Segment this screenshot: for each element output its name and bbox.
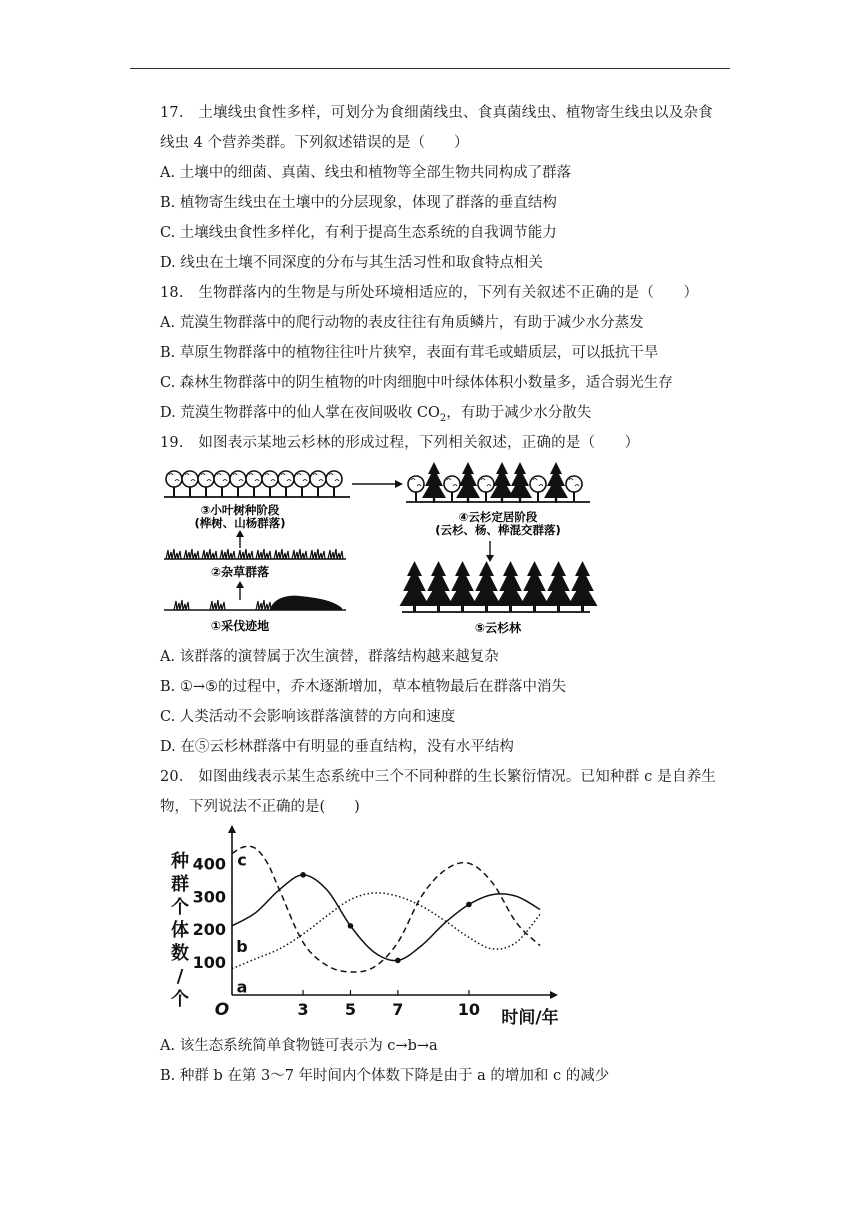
y-tick-label: 400 [192,854,226,874]
q17-stem-line1: 17. 土壤线虫食性多样，可划分为食细菌线虫、食真菌线虫、植物寄生线虫以及杂食 [160,105,713,121]
x-axis-label: 时间/年 [501,1008,559,1028]
origin-label: O [214,1000,230,1020]
stage5-spruce-forest-illustration [400,561,598,612]
y-axis-arrow-icon [228,825,236,833]
q18-option-c[interactable]: C. 森林生物群落中的阴生植物的叶肉细胞中叶绿体体积小数量多，适合弱光生存 [160,375,673,391]
y-axis-label-char: 数 [171,943,189,964]
q20-option-b[interactable]: B. 种群 b 在第 3～7 年时间内个体数下降是由于 a 的增加和 c 的减少 [160,1068,610,1084]
arrow-up-icon [236,581,244,600]
data-point-b [348,923,354,929]
stage4-sublabel: (云杉、杨、桦混交群落) [435,523,561,537]
population-chart [160,825,580,1035]
y-axis-label-char: 体 [171,920,189,941]
y-axis-label-char: / [176,966,184,987]
series-label-b: b [236,936,248,956]
q19-option-b[interactable]: B. ①→⑤的过程中，乔木逐渐增加，草本植物最后在群落中消失 [160,679,567,695]
stage5-label: ⑤云杉林 [474,621,522,635]
stage1-label: ①采伐迹地 [210,619,270,633]
series-label-a: a [236,977,248,997]
arrow-right-icon [352,480,403,488]
q18-d-text-end: ，有助于减少水分散失 [446,405,592,421]
stage2-grass-illustration [164,549,346,559]
q18-option-b[interactable]: B. 草原生物群落中的植物往往叶片狭窄，表面有茸毛或蜡质层，可以抵抗干旱 [160,345,659,361]
q17-option-b[interactable]: B. 植物寄生线虫在土壤中的分层现象，体现了群落的垂直结构 [160,195,557,211]
stage4-label: ④云杉定居阶段 [458,510,538,524]
series-line-c [232,846,540,972]
stage3-sublabel: (桦树、山杨群落) [194,516,286,530]
y-axis-label [170,850,189,1010]
q17-option-c[interactable]: C. 土壤线虫食性多样化，有利于提高生态系统的自我调节能力 [160,225,557,241]
data-point-b [300,872,306,878]
y-tick-label: 200 [192,920,226,940]
stage3-label: ③小叶树种阶段 [200,503,280,517]
x-axis-arrow-icon [550,991,558,999]
y-axis-label-char: 个 [171,989,189,1010]
arrow-up-icon [236,530,244,548]
y-tick-label: 300 [192,887,226,907]
q18-option-a[interactable]: A. 荒漠生物群落中的爬行动物的表皮往往有角质鳞片，有助于减少水分蒸发 [160,315,644,331]
y-axis-label-char: 群 [171,874,189,895]
x-tick-label: 10 [457,1000,481,1019]
data-point-b [395,958,401,964]
q17-stem-line2: 线虫 4 个营养类群。下列叙述错误的是（ ） [160,135,469,151]
x-tick-label: 3 [297,1000,309,1019]
arrow-down-icon [486,541,494,562]
q18-d-text: D. 荒漠生物群落中的仙人掌在夜间吸收 CO [160,405,440,421]
q18-stem: 18. 生物群落内的生物是与所处环境相适应的，下列有关叙述不正确的是（ ） [160,285,699,301]
q19-option-d[interactable]: D. 在⑤云杉林群落中有明显的垂直结构，没有水平结构 [160,739,514,755]
q18-d-subscript: 2 [439,412,447,424]
q17-option-a[interactable]: A. 土壤中的细菌、真菌、线虫和植物等全部生物共同构成了群落 [160,165,572,181]
y-axis-label-char: 种 [171,851,189,872]
succession-diagram [160,462,600,642]
q20-option-a[interactable]: A. 该生态系统简单食物链可表示为 c→b→a [160,1038,438,1054]
stage2-label: ②杂草群落 [210,565,270,579]
q17-option-d[interactable]: D. 线虫在土壤不同深度的分布与其生活习性和取食特点相关 [160,255,543,271]
q18-option-d[interactable] [160,403,591,429]
q19-option-a[interactable]: A. 该群落的演替属于次生演替，群落结构越来越复杂 [160,649,499,665]
header-rule [130,68,730,69]
x-tick-label: 7 [392,1000,404,1019]
stage3-trees-illustration [164,471,350,497]
q19-option-c[interactable]: C. 人类活动不会影响该群落演替的方向和速度 [160,709,456,725]
y-tick-label: 100 [192,953,226,973]
x-tick-label: 5 [344,1000,357,1019]
stage4-mixed-forest-illustration [406,462,590,503]
stage1-cleared-land-illustration [164,596,346,610]
q20-stem-line1: 20. 如图曲线表示某生态系统中三个不同种群的生长繁衍情况。已知种群 c 是自养生 [160,769,717,785]
series-line-a [232,893,540,969]
data-point-b [466,902,472,908]
series-label-c: c [237,850,247,870]
y-axis-label-char: 个 [171,897,189,918]
q20-stem-line2: 物，下列说法不正确的是( ) [160,799,360,815]
q19-stem: 19. 如图表示某地云杉林的形成过程，下列相关叙述，正确的是（ ） [160,435,640,451]
